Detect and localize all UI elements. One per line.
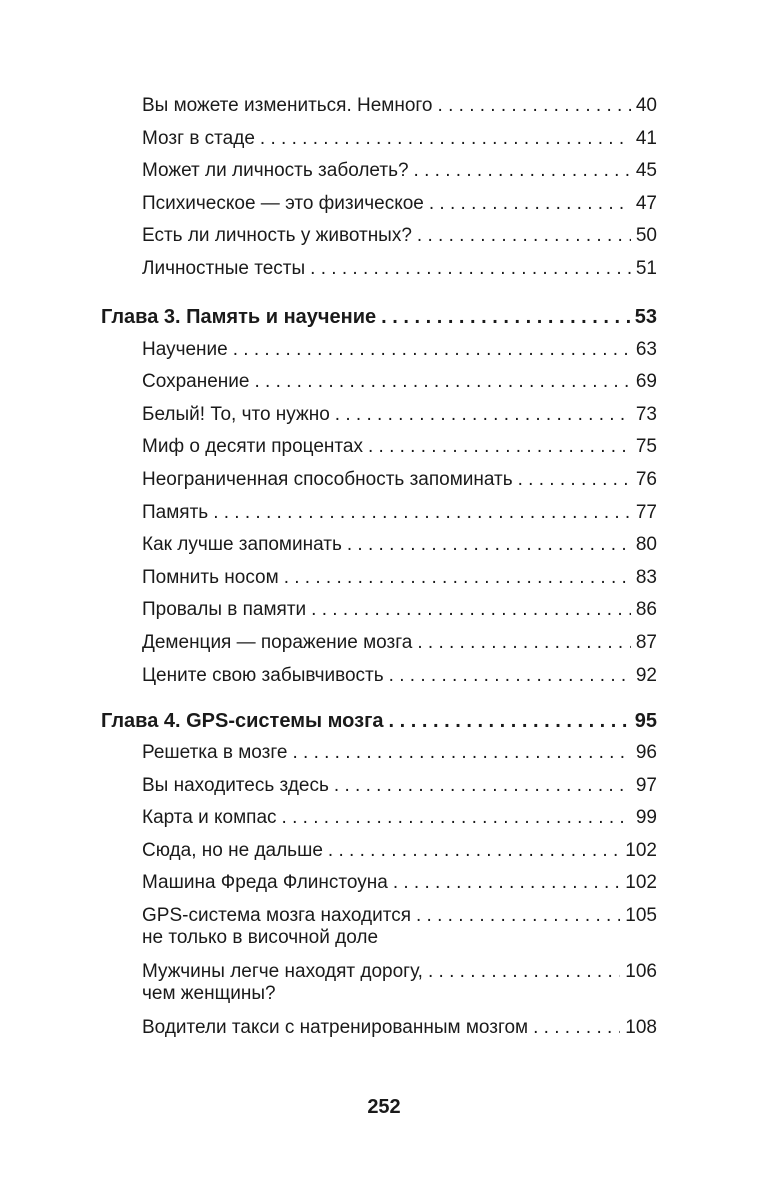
toc-entry-page: 86 xyxy=(635,599,657,621)
dot-leader xyxy=(389,665,631,687)
dot-leader xyxy=(428,961,620,983)
toc-entry-page: 80 xyxy=(635,534,657,556)
dot-leader xyxy=(533,1017,620,1039)
toc-entry-title: Вы можете измениться. Немного xyxy=(142,95,433,116)
toc-entry-page: 76 xyxy=(635,468,657,490)
toc-entry-title: Сохранение xyxy=(142,371,250,393)
toc-entry[interactable] xyxy=(101,632,657,654)
toc-entry-title: Карта и компас xyxy=(142,807,277,829)
toc-entry[interactable] xyxy=(101,665,657,687)
dot-leader xyxy=(368,436,631,458)
toc-entry-page: 77 xyxy=(635,501,657,523)
toc-entry[interactable] xyxy=(101,225,657,247)
toc-entry-title: Психическое — это физическое xyxy=(142,192,424,214)
toc-entry-page: 102 xyxy=(625,872,657,894)
toc-entry-page: 63 xyxy=(635,338,657,360)
toc-entry-page: 50 xyxy=(635,225,657,247)
toc-entry[interactable] xyxy=(101,599,657,621)
dot-leader xyxy=(416,905,620,927)
toc-entry-page: 40 xyxy=(635,95,657,116)
toc-entry-page: 45 xyxy=(635,160,657,182)
chapter-title: Глава 4. GPS-системы мозга xyxy=(101,709,384,732)
toc-entry-title: Может ли личность заболеть? xyxy=(142,160,409,182)
dot-leader xyxy=(334,775,631,797)
toc-entry-page: 99 xyxy=(635,807,657,829)
toc-entry-page: 51 xyxy=(635,257,657,279)
chapter-page: 95 xyxy=(634,709,657,732)
toc-entry-title: Личностные тесты xyxy=(142,257,306,279)
toc-entry-title: Есть ли личность у животных? xyxy=(142,225,412,247)
toc-entry-title-line2: не только в височной доле xyxy=(142,927,379,949)
toc-entry-title: Сюда, но не дальше xyxy=(142,839,323,861)
toc-entry-title-line2: чем женщины? xyxy=(142,983,276,1005)
dot-leader xyxy=(417,225,631,247)
dot-leader xyxy=(254,371,630,393)
toc-entry-title xyxy=(142,905,411,949)
toc-entry[interactable] xyxy=(101,742,657,764)
toc-entry[interactable] xyxy=(101,775,657,797)
dot-leader xyxy=(310,258,631,280)
toc-entry-page: 96 xyxy=(635,742,657,764)
toc-entry-title: Водители такси с натренированным мозгом xyxy=(142,1017,529,1039)
toc-entry-title: Память xyxy=(142,501,209,523)
toc-entry[interactable] xyxy=(101,128,657,150)
toc-entry[interactable] xyxy=(101,95,657,117)
toc-entry-title-line1: Мужчины легче находят дорогу, xyxy=(142,961,423,983)
dot-leader xyxy=(347,534,631,556)
dot-leader xyxy=(414,160,631,182)
dot-leader xyxy=(417,632,631,654)
toc-entry-title xyxy=(142,961,423,1005)
toc-entry[interactable] xyxy=(101,160,657,182)
toc-entry-page: 108 xyxy=(625,1017,657,1039)
toc-entry[interactable] xyxy=(101,872,657,894)
dot-leader xyxy=(284,567,631,589)
toc-entry-title: Вы находитесь здесь xyxy=(142,774,329,796)
toc-entry[interactable] xyxy=(101,905,657,949)
chapter-page: 53 xyxy=(634,305,657,328)
toc-entry-title: Белый! То, что нужно xyxy=(142,403,330,425)
toc-entry[interactable] xyxy=(101,339,657,361)
toc-entry-page: 69 xyxy=(635,371,657,393)
toc-entry[interactable] xyxy=(101,469,657,491)
toc-entry[interactable] xyxy=(101,502,657,524)
toc-entry-title: Решетка в мозге xyxy=(142,742,288,764)
dot-leader xyxy=(233,339,631,361)
toc-entry[interactable] xyxy=(101,567,657,589)
toc-entry-title: Деменция — поражение мозга xyxy=(142,631,413,653)
chapter-title: Глава 3. Память и научение xyxy=(101,305,377,328)
toc-entry-title: Научение xyxy=(142,338,228,360)
toc-entry-page: 106 xyxy=(625,961,657,983)
dot-leader xyxy=(328,840,620,862)
dot-leader xyxy=(260,128,631,150)
toc-entry-title: Провалы в памяти xyxy=(142,599,307,621)
toc-entry[interactable] xyxy=(101,534,657,556)
toc-entry-page: 92 xyxy=(635,664,657,686)
toc-entry-page: 97 xyxy=(635,774,657,796)
dot-leader xyxy=(389,710,630,732)
toc-entry-page: 47 xyxy=(635,192,657,214)
toc-entry-title: Мозг в стаде xyxy=(142,127,255,149)
table-of-contents xyxy=(101,95,657,1050)
toc-entry-title: Неограниченная способность запоминать xyxy=(142,468,513,490)
dot-leader xyxy=(393,872,620,894)
toc-entry-title: Машина Фреда Флинстоуна xyxy=(142,872,388,894)
toc-entry-page: 41 xyxy=(635,127,657,149)
dot-leader xyxy=(335,404,631,426)
toc-entry-title: Цените свою забывчивость xyxy=(142,664,384,686)
toc-entry[interactable] xyxy=(101,961,657,1005)
dot-leader xyxy=(213,502,631,524)
toc-entry[interactable] xyxy=(101,258,657,280)
toc-entry-title-line1: GPS-система мозга находится xyxy=(142,905,411,927)
dot-leader xyxy=(518,469,631,491)
toc-entry[interactable] xyxy=(101,371,657,393)
toc-entry[interactable] xyxy=(101,404,657,426)
toc-entry[interactable] xyxy=(101,193,657,215)
toc-entry-page: 83 xyxy=(635,566,657,588)
toc-entry-title: Как лучше запоминать xyxy=(142,534,342,556)
page-number: 252 xyxy=(367,1096,401,1118)
toc-entry-page: 102 xyxy=(625,839,657,861)
chapter-heading-4[interactable] xyxy=(101,710,657,732)
dot-leader xyxy=(282,807,631,829)
toc-entry-title: Помнить носом xyxy=(142,566,279,588)
toc-entry[interactable] xyxy=(101,807,657,829)
toc-entry-page: 73 xyxy=(635,403,657,425)
toc-entry[interactable] xyxy=(101,840,657,862)
chapter-heading-3[interactable] xyxy=(101,306,657,328)
dot-leader xyxy=(292,742,630,764)
toc-entry-title: Миф о десяти процентах xyxy=(142,436,363,458)
dot-leader xyxy=(429,193,631,215)
toc-entry-page: 87 xyxy=(635,631,657,653)
toc-entry-page: 105 xyxy=(625,905,657,927)
toc-entry[interactable] xyxy=(101,1017,657,1039)
toc-entry-page: 75 xyxy=(635,436,657,458)
dot-leader xyxy=(381,306,630,328)
dot-leader xyxy=(311,599,631,621)
dot-leader xyxy=(438,95,631,117)
toc-entry[interactable] xyxy=(101,436,657,458)
